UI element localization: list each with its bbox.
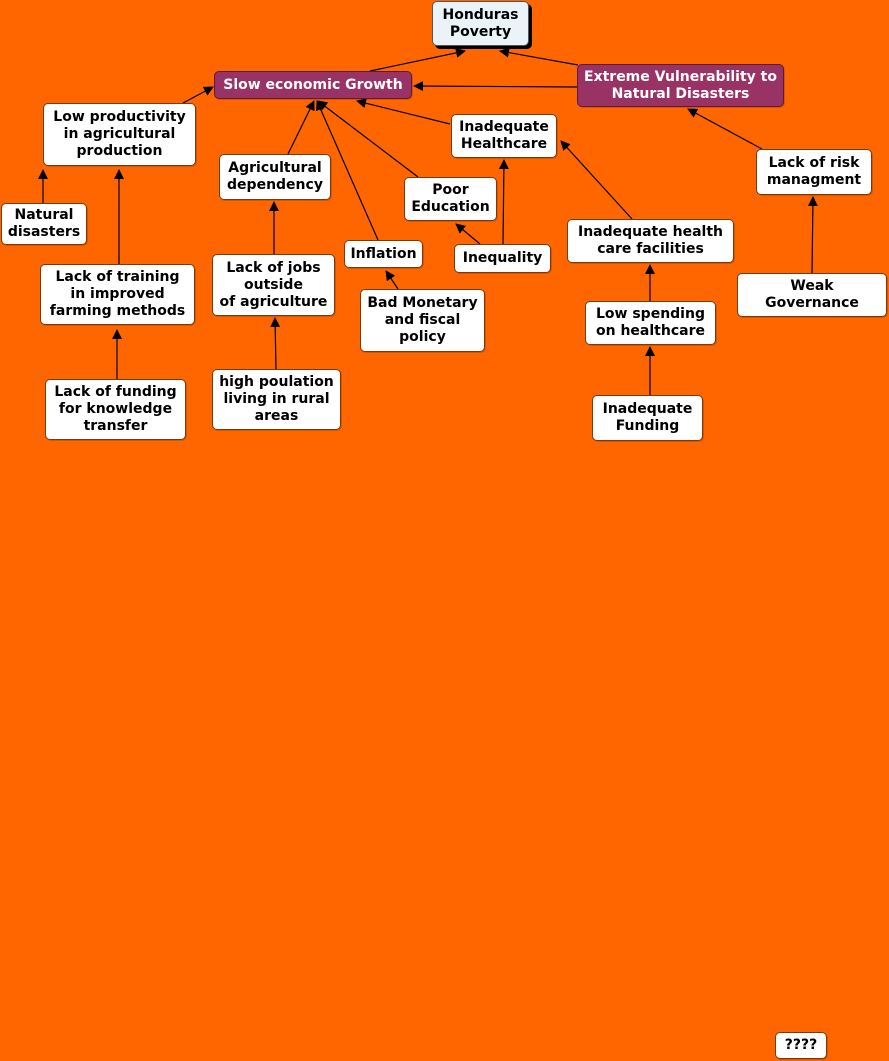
node-extreme-vulnerability[interactable]: Extreme Vulnerability to Natural Disasters: [577, 64, 784, 107]
node-natural-disasters[interactable]: Natural disasters: [1, 203, 87, 245]
arrow-lack-risk-to-vulnerability: [688, 109, 762, 149]
node-slow-economic-growth[interactable]: Slow economic Growth: [214, 71, 412, 99]
node-inadequate-health-facilities[interactable]: Inadequate health care facilities: [567, 219, 734, 263]
arrow-inequality-to-poor-education: [456, 224, 480, 244]
node-lack-of-funding-knowledge[interactable]: Lack of funding for knowledge transfer: [45, 379, 186, 440]
node-lack-of-risk-management[interactable]: Lack of risk managment: [756, 149, 872, 195]
arrow-facilities-to-healthcare: [561, 141, 632, 219]
arrow-vulnerability-to-poverty: [500, 51, 578, 65]
arrow-agri-dependency-to-slow-growth: [288, 101, 314, 154]
node-agricultural-dependency[interactable]: Agricultural dependency: [219, 154, 331, 200]
node-inequality[interactable]: Inequality: [454, 244, 551, 273]
node-bad-monetary-policy[interactable]: Bad Monetary and fiscal policy: [360, 289, 485, 352]
arrow-inequality-to-healthcare: [503, 160, 504, 244]
node-lack-of-jobs[interactable]: Lack of jobs outside of agriculture: [212, 254, 335, 316]
node-high-population-rural[interactable]: high poulation living in rural areas: [212, 369, 341, 430]
node-low-spending-healthcare[interactable]: Low spending on healthcare: [585, 301, 716, 345]
node-inflation[interactable]: Inflation: [344, 240, 423, 268]
node-inadequate-healthcare[interactable]: Inadequate Healthcare: [451, 114, 557, 158]
arrow-slow-growth-to-poverty: [370, 51, 465, 71]
node-inadequate-funding[interactable]: Inadequate Funding: [592, 395, 703, 441]
node-weak-governance[interactable]: Weak Governance: [737, 273, 887, 317]
arrow-healthcare-to-slow-growth: [357, 101, 450, 124]
arrow-high-population-to-lack-jobs: [275, 318, 276, 369]
arrow-vulnerability-to-slow-growth: [414, 86, 578, 87]
node-low-productivity[interactable]: Low productivity in agricultural production: [43, 103, 196, 166]
arrow-weak-governance-to-lack-risk: [812, 197, 813, 273]
node-unknown[interactable]: ????: [775, 1032, 827, 1059]
arrow-bad-monetary-to-inflation: [386, 271, 398, 289]
node-honduras-poverty[interactable]: Honduras Poverty: [432, 1, 529, 46]
arrow-low-productivity-to-slow-growth: [183, 87, 213, 103]
node-lack-of-training[interactable]: Lack of training in improved farming methods: [40, 264, 195, 325]
node-poor-education[interactable]: Poor Education: [404, 177, 497, 221]
